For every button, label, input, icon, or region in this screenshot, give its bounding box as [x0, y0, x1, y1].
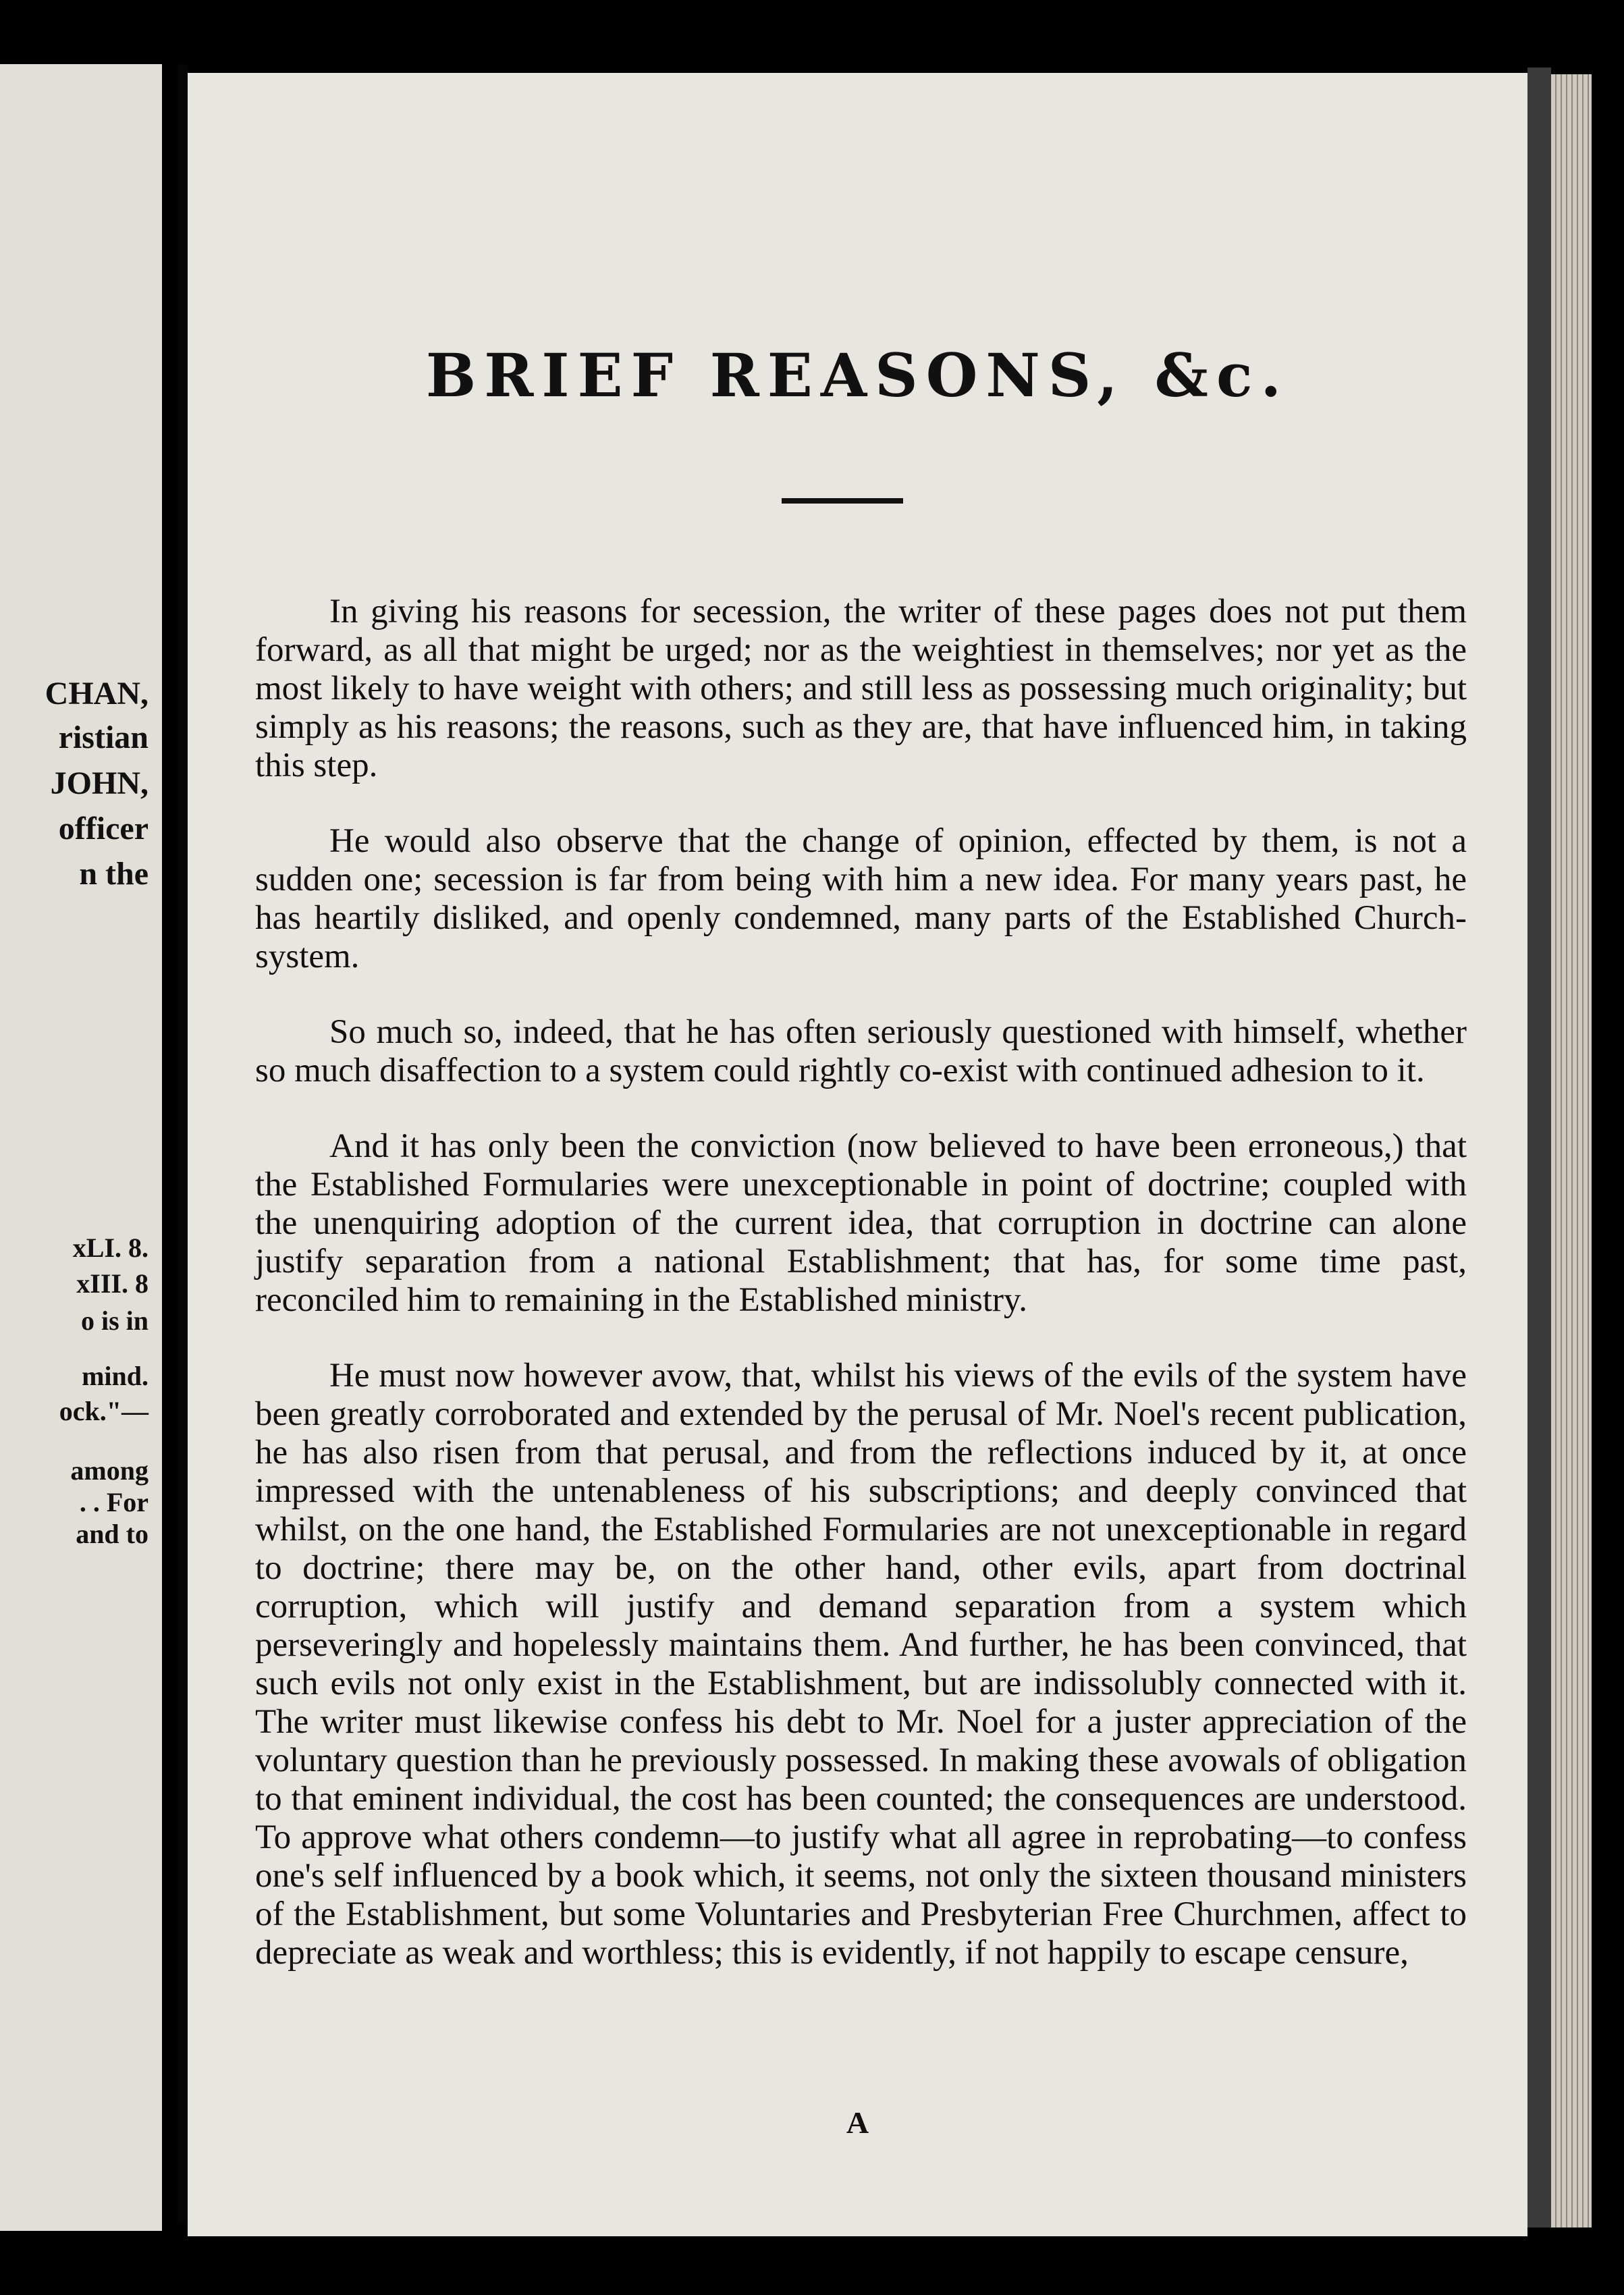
fragment-line: n the [79, 856, 148, 892]
fragment-line: xLI. 8. [72, 1233, 148, 1263]
binding-gutter [177, 64, 188, 2224]
paragraph: So much so, indeed, that he has often seriously questioned with himself, whether so much disaffection to a system could rightly co-exist with continued adhesion to it. [255, 1013, 1467, 1089]
paragraph: He must now however avow, that, whilst his views of the evils of the system have been greatly corroborated and extended by the perusal of Mr. Noel's recent publication, he has also risen from that perusal, and from the reflections induced by it, at once impressed with the untenableness of his subscriptions; and deeply convinced that whilst, on the one hand, the Established Formularies are not unexceptionable in regard to doctrine; there may be, on the other hand, other evils, apart from doctrinal corruption, which will justify and demand separation from a system which perseveringly and hopelessly maintains them. And further, he has been convinced, that such evils not only exist in the Establishment, but are indissolubly connected with it. The writer must likewise confess his debt to Mr. Noel for a juster appreciation of the voluntary question than he previously possessed. In making these avowals of obligation to that eminent individual, the cost has been counted; the consequences are understood. To approve what others condemn—to justify what all agree in reprobating—to confess one's self influenced by a book which, it seems, not only the sixteen thousand ministers of the Establishment, but some Voluntaries and Presbyterian Free Churchmen, affect to depreciate as weak and worthless; this is evidently, if not happily to escape censure, [255, 1357, 1467, 1972]
book-page [188, 73, 1527, 2236]
fragment-line: among [70, 1455, 148, 1486]
fragment-line: ock."— [59, 1396, 148, 1426]
fragment-line: and to [76, 1519, 148, 1549]
paragraph: In giving his reasons for secession, the writer of these pages does not put them forward, as all that might be urged; nor as the weightiest in themselves; nor yet as the most likely to have weight with others; and still less as possessing much originality; but simply as his reasons; the reasons, such as they are, that have influenced him, in taking this step. [255, 593, 1467, 784]
paragraph: He would also observe that the change of opinion, effected by them, is not a sudden one; secession is far from being with him a new idea. For many years past, he has heartily disliked, and openly condemned, many parts of the Established Church-system. [255, 822, 1467, 975]
page-stack-edge [1551, 74, 1592, 2228]
fragment-line: mind. [82, 1361, 148, 1391]
signature-mark: A [846, 2105, 869, 2140]
page-body [255, 593, 1467, 1972]
fragment-line: xIII. 8 [76, 1268, 148, 1299]
fragment-line: officer [58, 811, 148, 846]
paragraph: And it has only been the conviction (now believed to have been erroneous,) that the Established Formularies were unexceptionable in point of doctrine; coupled with the unenquiring adoption of the current idea, that corruption in doctrine can alone justify separation from a national Establishment; that has, for some time past, reconciled him to remaining in the Established ministry. [255, 1127, 1467, 1319]
page-title: BRIEF REASONS, &c. [425, 340, 1290, 410]
facing-page-text [0, 64, 162, 2231]
fragment-line: o is in [80, 1305, 148, 1336]
fragment-line: . . For [79, 1487, 148, 1517]
fragment-line: CHAN, [45, 676, 148, 711]
page-edge-shadow [1527, 68, 1551, 2228]
fragment-line: ristian [58, 720, 148, 755]
fragment-line: JOHN, [50, 765, 148, 801]
title-divider [782, 498, 903, 504]
facing-page [0, 64, 162, 2231]
